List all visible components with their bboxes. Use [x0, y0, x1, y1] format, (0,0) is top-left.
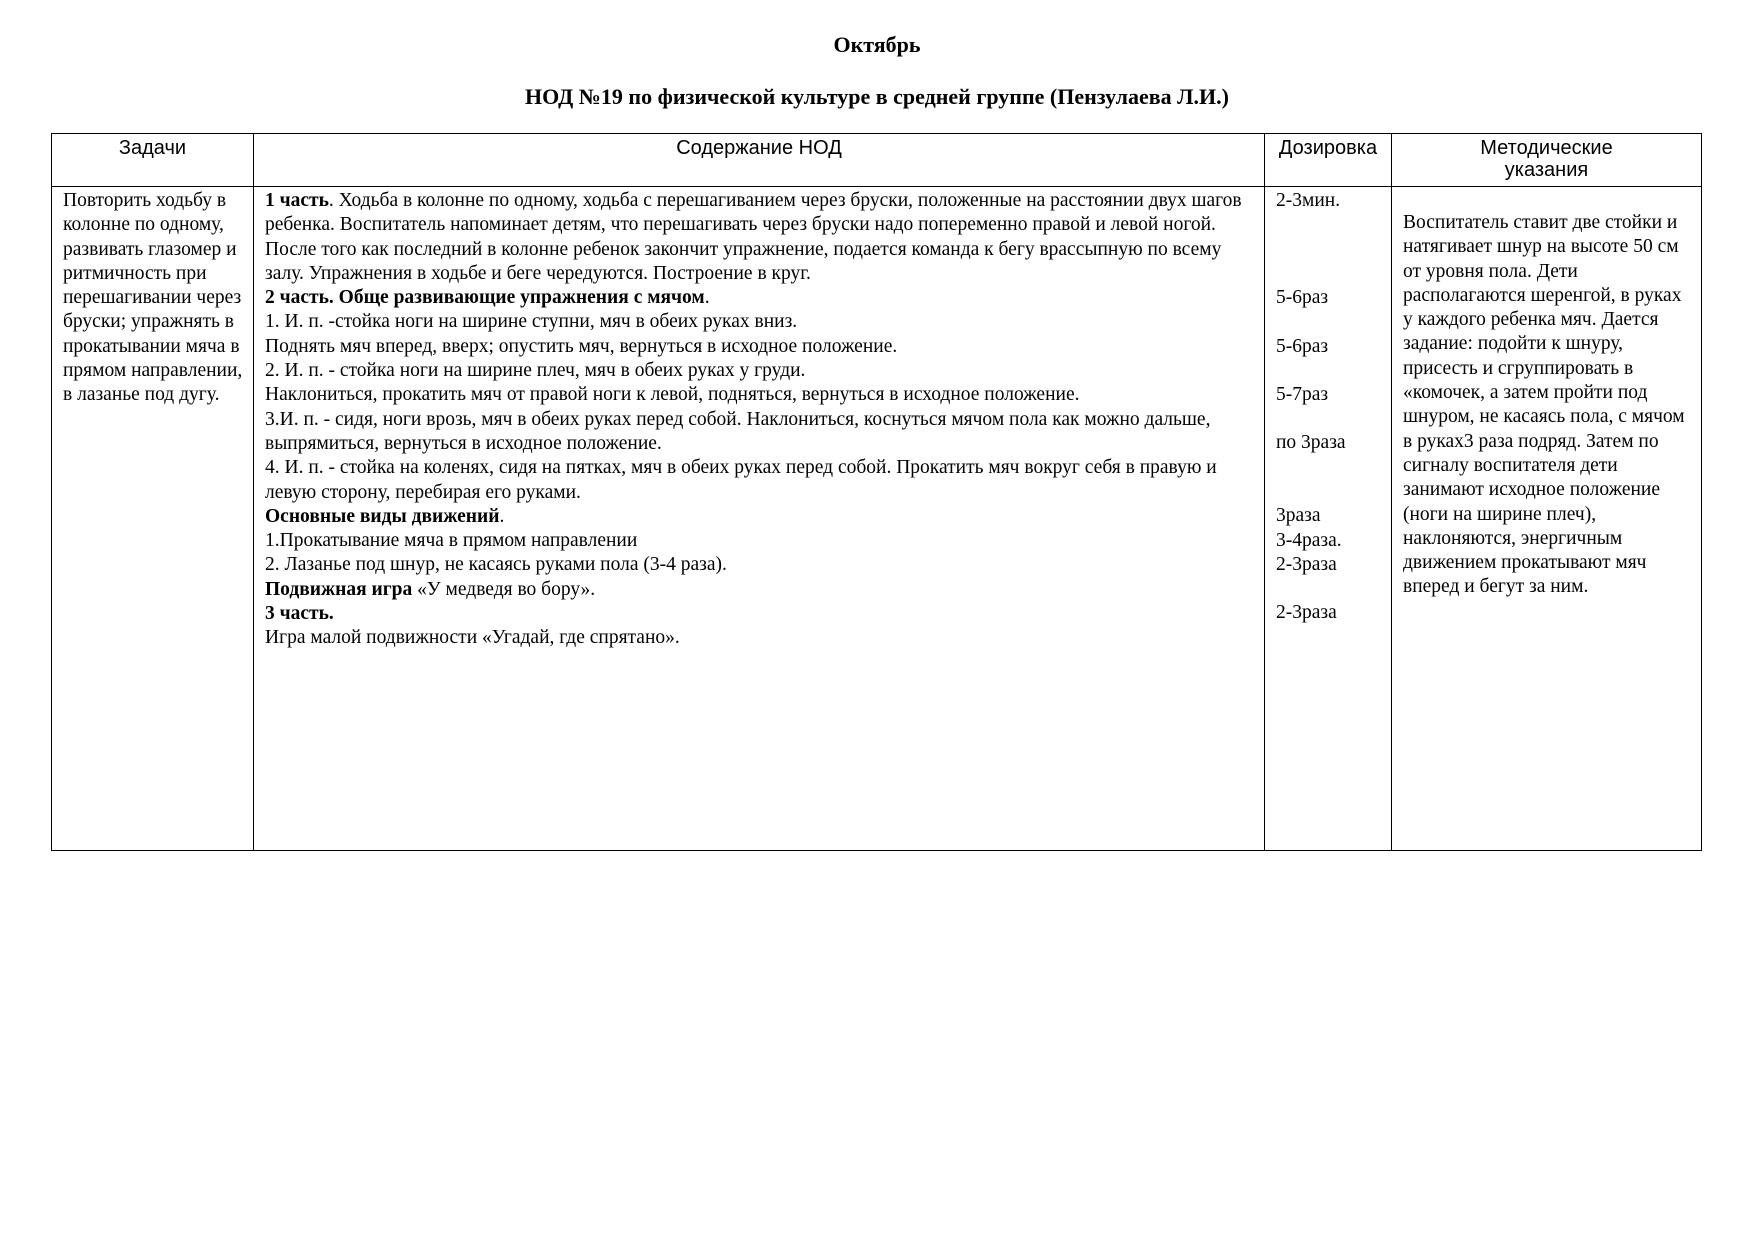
content-cell: [254, 187, 1265, 851]
part3-text: Игра малой подвижности «Угадай, где спрятано».: [265, 627, 680, 649]
column-header-tasks: [52, 134, 254, 187]
dosage-item: по 3раза: [1276, 432, 1346, 454]
main-movement-2: 2. Лазанье под шнур, не касаясь руками пола (3-4 раза).: [265, 554, 727, 576]
dosage-item: 5-6раз: [1276, 287, 1329, 309]
part1-paragraph: [265, 189, 1256, 286]
part2-label: 2 часть. Обще развивающие упражнения с мячом: [265, 287, 705, 309]
column-header-label: Методические указания: [1480, 137, 1613, 181]
dosage-spacer: [1276, 359, 1387, 383]
dosage-item: 3-4раза.: [1276, 529, 1342, 551]
lesson-plan-table: [51, 133, 1702, 851]
column-header-dosage: [1265, 134, 1392, 187]
content-text: [254, 187, 1264, 651]
document-title: НОД №19 по физической культуре в средней группе (Пензулаева Л.И.): [525, 84, 1229, 109]
exercise-2-start: 2. И. п. - стойка ноги на ширине плеч, мяч в обеих руках у груди.: [265, 360, 806, 382]
exercise-3: 3.И. п. - сидя, ноги врозь, мяч в обеих руках перед собой. Наклониться, коснуться мячом пола как можно дальше, выпрямиться, вернуться в исходное положение.: [265, 408, 1211, 454]
game-text: «У медведя во бору».: [412, 578, 596, 600]
column-header-notes: [1392, 134, 1702, 187]
dosage-item: 5-7раз: [1276, 383, 1329, 405]
main-movements-dot: .: [499, 505, 505, 527]
column-header-label: Дозировка: [1278, 137, 1378, 159]
part1-label: 1 часть: [265, 190, 329, 211]
exercise-1-start: 1. И. п. -стойка ноги на ширине ступни, мяч в обеих руках вниз.: [265, 311, 798, 333]
exercise-1-action: Поднять мяч вперед, вверх; опустить мяч, вернуться в исходное положение.: [265, 335, 898, 357]
notes-cell: [1392, 187, 1702, 851]
part1-text: . Ходьба в колонне по одному, ходьба с перешагиванием через бруски, положенные на расстоянии двух шагов ребенка. Воспитатель напоминает детям, что перешагивать через бруски надо попеременно правой и левой ногой. После того как последний в колонне ребенок закончит упражнение, подается команда к бегу врассыпную по всему залу. Упражнения в ходьбе и беге чередуются. Построение в круг.: [265, 190, 1242, 284]
tasks-text: Повторить ходьбу в колонне по одному, развивать глазомер и ритмичность при перешагивании через бруски; упражнять в прокатывании мяча в прямом направлении, в лазанье под дугу.: [63, 190, 243, 406]
table-header-row: [52, 134, 1702, 187]
part3-heading: 3 часть.: [265, 603, 334, 625]
main-movement-1: 1.Прокатывание мяча в прямом направлении: [265, 530, 638, 552]
column-header-label: Задачи: [118, 137, 187, 159]
dosage-item: 2-3раза: [1276, 554, 1337, 576]
dosage-list: [1265, 187, 1391, 626]
dosage-spacer: [1276, 455, 1387, 504]
dosage-item: 2-3раза: [1276, 602, 1337, 624]
dosage-spacer: [1276, 407, 1387, 431]
dosage-item: 5-6раз: [1276, 335, 1329, 357]
dosage-item: 2-3мин.: [1276, 190, 1341, 211]
main-movements-label: Основные виды движений: [265, 505, 500, 527]
methodical-notes: Воспитатель ставит две стойки и натягивает шнур на высоте 50 см от уровня пола. Дети располагаются шеренгой, в руках у каждого ребенка мяч. Дается задание: подойти к шнуру, присесть и сгруппировать в «комочек, а затем пройти под шнуром, не касаясь пола, с мячом в руках3 раза подряд. Затем по сигналу воспитателя дети занимают исходное положение (ноги на ширине плеч), наклоняются, энергичным движением прокатывают мяч вперед и бегут за ним.: [1403, 212, 1685, 598]
part2-dot: .: [704, 287, 710, 309]
part2-heading: [265, 286, 1256, 310]
exercise-4: 4. И. п. - стойка на коленях, сидя на пятках, мяч в обеих руках перед собой. Прокатить мяч вокруг себя в правую и левую сторону, перебирая его руками.: [265, 457, 1217, 503]
tasks-cell: [52, 187, 254, 851]
dosage-spacer: [1276, 577, 1387, 601]
month-heading: Октябрь: [833, 32, 921, 57]
dosage-cell: [1265, 187, 1392, 851]
dosage-spacer: [1276, 213, 1387, 286]
exercise-2-action: Наклониться, прокатить мяч от правой ноги к левой, подняться, вернуться в исходное положение.: [265, 384, 1080, 406]
table-row: [52, 187, 1702, 851]
game-label: Подвижная игра: [265, 578, 413, 600]
game-line: [265, 578, 1256, 602]
column-header-label: Содержание НОД: [676, 137, 842, 159]
main-movements-heading: [265, 505, 1256, 529]
dosage-item: 3раза: [1276, 505, 1321, 527]
dosage-spacer: [1276, 311, 1387, 335]
column-header-content: [254, 134, 1265, 187]
